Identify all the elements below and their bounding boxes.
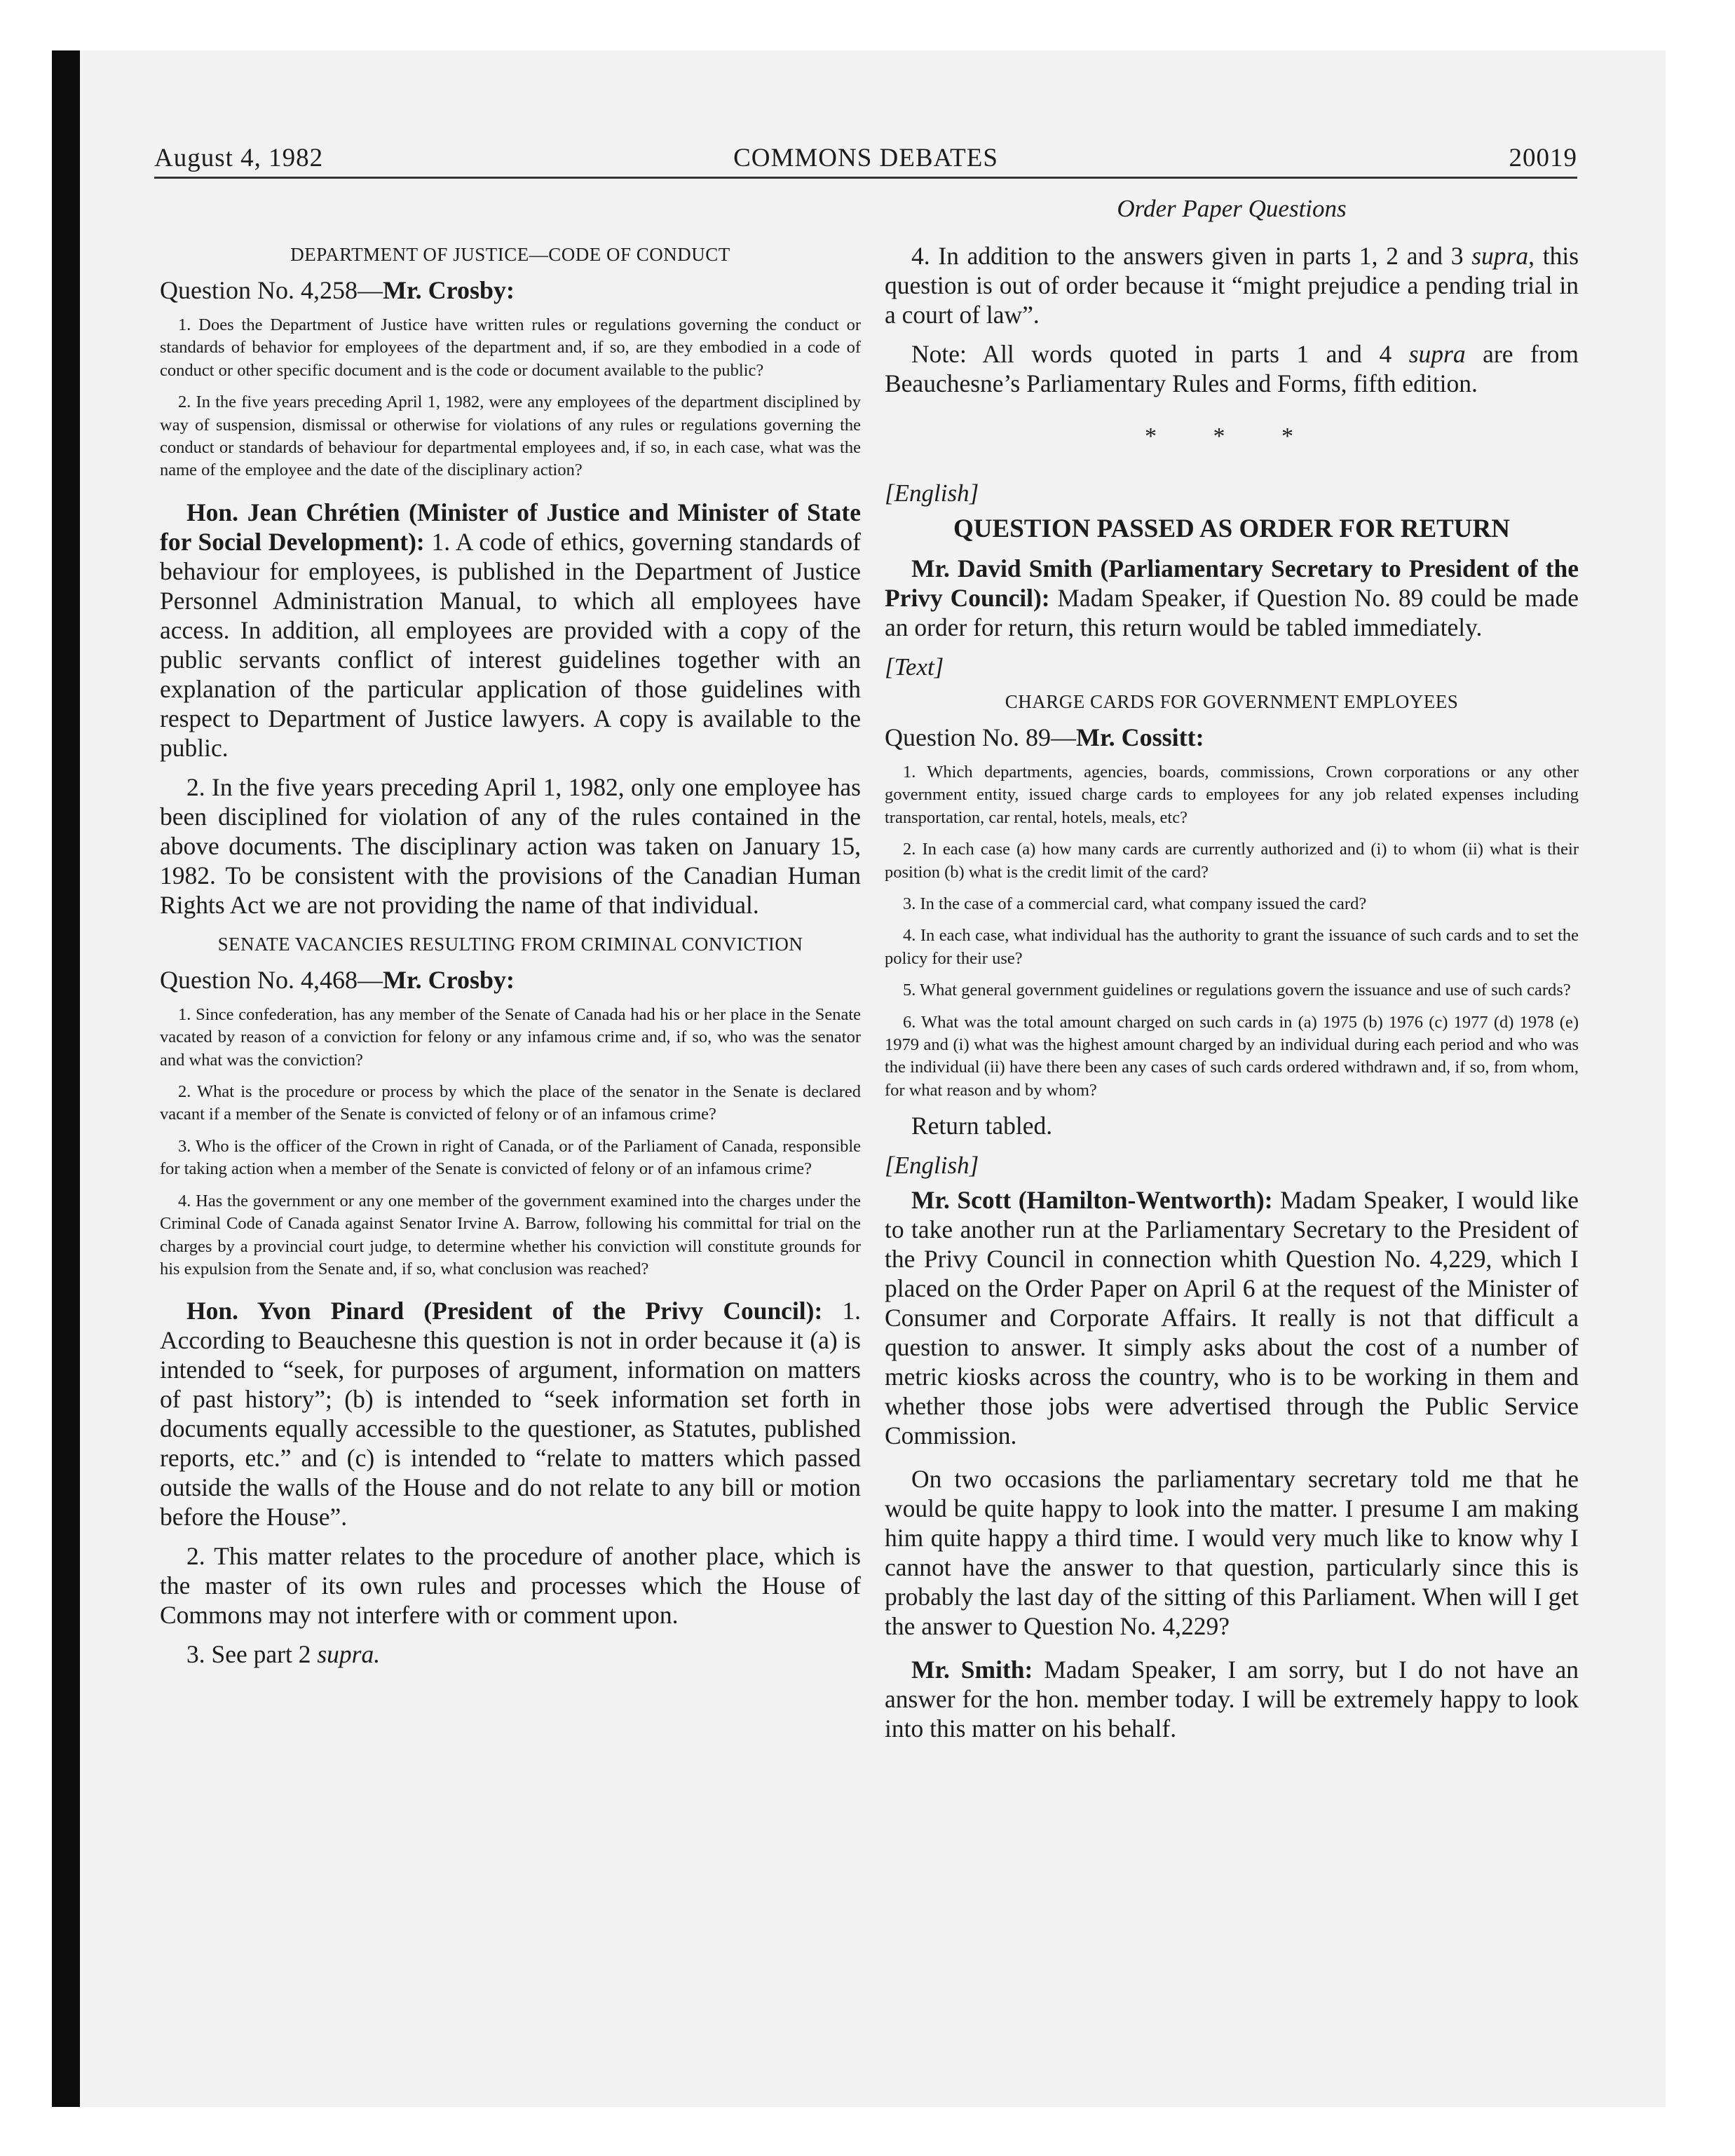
binding-edge [52, 50, 80, 2107]
return-tabled: Return tabled. [911, 1112, 1053, 1140]
language-tag-english: [English] [885, 479, 979, 507]
question-4468-part-3: 3. Who is the officer of the Crown in right of Canada, or of the Parliament of Canada, responsible for taking action when a member of the Senate is convicted of felony or of an infamous crime? [160, 1136, 861, 1179]
question-4468-part-1: 1. Since confederation, has any member of the Senate of Canada had his or her place in the Senate vacated by reason of a conviction for felony or any infamous crime and, if so, who was the senator and what was the conviction? [160, 1004, 861, 1070]
question-4468-part-4: 4. Has the government or any one member of the government examined into the charges under the Criminal Code of Canada against Senator Irvine A. Barrow, following his committal for trial on the charges by a provincial court judge, to determine whether his conviction will constitute grounds for his expulsion from the Senate and, if so, what conclusion was reached? [160, 1191, 861, 1278]
question-89: Question No. 89—Mr. Cossitt: [885, 723, 1204, 751]
left-column [160, 196, 861, 1679]
question-4468: Question No. 4,468—Mr. Crosby: [160, 965, 515, 994]
question-89-part-5: 5. What general government guidelines or regulations govern the issuance and use of such cards? [903, 981, 1571, 1000]
question-4468-part-2: 2. What is the procedure or process by which the place of the senator in the Senate is declared vacant if a member of the Senate is convicted of felony or of an infamous crime? [160, 1082, 861, 1124]
header-title: COMMONS DEBATES [733, 144, 998, 172]
question-89-part-1: 1. Which departments, agencies, boards, commissions, Crown corporations or any other government entity, issued charge cards to employees for any job related expenses including transportation, car rental, hotels, meals, etc? [885, 763, 1579, 827]
question-89-part-3: 3. In the case of a commercial card, what company issued the card? [903, 894, 1367, 914]
section-heading-order-for-return: QUESTION PASSED AS ORDER FOR RETURN [953, 514, 1510, 543]
header-page-number: 20019 [1509, 144, 1577, 172]
section-heading-justice: DEPARTMENT OF JUSTICE—CODE OF CONDUCT [290, 244, 730, 265]
statement-scott: Mr. Scott (Hamilton-Wentworth): Madam Speaker, I would like to take another run at the Parliamentary Secretary to the President of the Privy Council in connection whith Question No. 4,229, which I placed on the Order Paper on April 6 at the request of the Minister of Consumer and Corporate Affairs. It really is not that difficult a question to answer. It simply asks about the cost of a number of metric kiosks across the country, who is to be working in them and whether those jobs were advertised through the Public Service Commission. [885, 1186, 1579, 1450]
question-89-part-6: 6. What was the total amount charged on such cards in (a) 1975 (b) 1976 (c) 1977 (d) 1978 (e) 1979 and (i) what was the highest amount charged by an individual during each period and who was the individual (ii) have there been any cases of such cards ordered withdrawn and, if so, from whom, for what reason and by whom? [885, 1012, 1579, 1100]
question-89-part-2: 2. In each case (a) how many cards are currently authorized and (i) to whom (ii) what is their position (b) what is the credit limit of the card? [885, 840, 1579, 882]
statement-smith: Mr. Smith: Madam Speaker, I am sorry, but I do not have an answer for the hon. member today. I will be extremely happy to look into this matter on his behalf. [885, 1656, 1579, 1743]
running-head: Order Paper Questions [1117, 195, 1347, 222]
answer-chretien-2: 2. In the five years preceding April 1, 1982, only one employee has been disciplined for violation of any of the rules contained in the above documents. The disciplinary action was taken on January 15, 1982. To be consistent with the provisions of the Canadian Human Rights Act we are not providing the name of that individual. [160, 772, 861, 919]
section-heading-senate: SENATE VACANCIES RESULTING FROM CRIMINAL CONVICTION [217, 933, 803, 955]
answer-chretien-1: Hon. Jean Chrétien (Minister of Justice and Minister of State for Social Development): 1. A code of ethics, governing standards of behaviour for employees, is published in the Department of Justice Personnel Administration Manual, to which all employees have access. In addition, all employees are provided with a copy of the public servants conflict of interest guidelines together with an explanation of the particular application of those guidelines with respect to Department of Justice lawyers. A copy is available to the public. [160, 498, 861, 762]
answer-pinard-1: Hon. Yvon Pinard (President of the Privy Council): 1. According to Beauchesne this question is not in order because it (a) is intended to “seek, for purposes of argument, information on matters of past history”; (b) is intended to “seek information set forth in documents equally accessible to the questioner, as Statutes, published reports, etc.” and (c) is intended to “relate to matters which passed outside the walls of the House and do not relate to any bill or motion before the House”. [160, 1297, 861, 1531]
note: Note: All words quoted in parts 1 and 4 supra are from Beauchesne’s Parliamentary Rules and Forms, fifth edition. [885, 340, 1579, 397]
question-4258-part-2: 2. In the five years preceding April 1, 1982, were any employees of the department disciplined by way of suspension, dismissal or otherwise for violations of any rules or regulations governing the conduct or standards of behaviour for departmental employees and, if so, in each case, what was the name of the employee and the date of the disciplinary action? [160, 393, 861, 480]
answer-pinard-3: 3. See part 2 supra. [186, 1640, 381, 1669]
question-4258-part-1: 1. Does the Department of Justice have written rules or regulations governing the conduct or standards of behavior for employees of the department and, if so, are they embodied in a code of conduct or other specific document and is the code or document available to the public? [160, 315, 861, 380]
language-tag-english-2: [English] [885, 1152, 979, 1180]
language-tag-text: [Text] [885, 653, 944, 681]
statement-scott-2: On two occasions the parliamentary secretary told me that he would be quite happy to look into the matter. I presume I am making him quite happy a third time. I would very much like to know why I cannot have the answer to that question, particularly since this is probably the last day of the sitting of this Parliament. When will I get the answer to Question No. 4,229? [885, 1465, 1579, 1641]
page-header [154, 137, 1577, 179]
header-date: August 4, 1982 [154, 144, 324, 172]
section-heading-charge-cards: CHARGE CARDS FOR GOVERNMENT EMPLOYEES [1005, 691, 1459, 712]
statement-david-smith: Mr. David Smith (Parliamentary Secretary to President of the Privy Council): Madam Speaker, if Question No. 89 could be made an order for return, this return would be tabled immediately. [885, 554, 1579, 641]
right-column [885, 196, 1579, 1753]
question-4258: Question No. 4,258—Mr. Crosby: [160, 276, 515, 304]
section-divider: * * * [1145, 423, 1319, 449]
answer-pinard-2: 2. This matter relates to the procedure of another place, which is the master of its own rules and processes which the House of Commons may not interfere with or comment upon. [160, 1542, 861, 1630]
answer-pinard-4: 4. In addition to the answers given in parts 1, 2 and 3 supra, this question is out of order because it “might prejudice a pending trial in a court of law”. [885, 242, 1579, 329]
question-89-part-4: 4. In each case, what individual has the authority to grant the issuance of such cards and to set the policy for their use? [885, 926, 1579, 968]
